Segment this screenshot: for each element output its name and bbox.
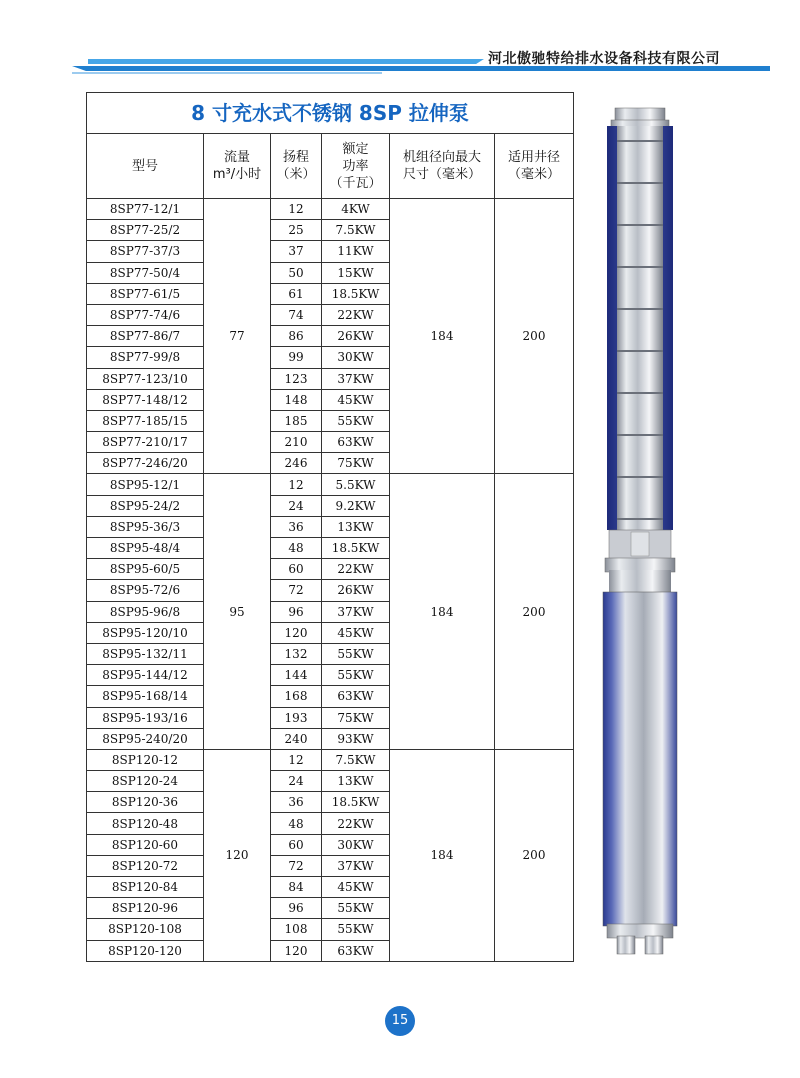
- table-body: [87, 199, 574, 962]
- cell-model: 8SP77-99/8: [87, 347, 204, 368]
- col-flow: 流量 m³/小时: [204, 134, 271, 199]
- cell-model: 8SP77-246/20: [87, 453, 204, 474]
- cell-model: 8SP95-132/11: [87, 643, 204, 664]
- cell-head: 123: [271, 368, 322, 389]
- cell-head: 246: [271, 453, 322, 474]
- col-well: 适用井径 （毫米）: [495, 134, 574, 199]
- cell-head: 96: [271, 601, 322, 622]
- table-title: 8 寸充水式不锈钢 8SP 拉伸泵: [87, 93, 574, 134]
- cell-model: 8SP77-210/17: [87, 432, 204, 453]
- page-header: [0, 0, 800, 80]
- cell-model: 8SP120-48: [87, 813, 204, 834]
- cell-head: 72: [271, 580, 322, 601]
- table-row: [87, 749, 574, 770]
- cell-power: 37KW: [322, 855, 390, 876]
- cell-head: 50: [271, 262, 322, 283]
- cell-model: 8SP77-25/2: [87, 220, 204, 241]
- cell-head: 37: [271, 241, 322, 262]
- cell-head: 108: [271, 919, 322, 940]
- cell-power: 45KW: [322, 622, 390, 643]
- cell-head: 210: [271, 432, 322, 453]
- cell-head: 25: [271, 220, 322, 241]
- cell-model: 8SP77-86/7: [87, 326, 204, 347]
- cell-power: 55KW: [322, 643, 390, 664]
- cell-power: 63KW: [322, 686, 390, 707]
- cell-power: 26KW: [322, 326, 390, 347]
- cell-size: 184: [390, 474, 495, 749]
- cell-power: 55KW: [322, 665, 390, 686]
- col-power: 额定 功率 （千瓦）: [322, 134, 390, 199]
- cell-model: 8SP95-72/6: [87, 580, 204, 601]
- cell-power: 45KW: [322, 877, 390, 898]
- cell-power: 22KW: [322, 559, 390, 580]
- cell-model: 8SP120-72: [87, 855, 204, 876]
- cell-head: 48: [271, 813, 322, 834]
- cell-model: 8SP120-24: [87, 771, 204, 792]
- cell-head: 193: [271, 707, 322, 728]
- cell-model: 8SP95-193/16: [87, 707, 204, 728]
- header-stripe-light: [88, 59, 484, 64]
- cell-power: 4KW: [322, 199, 390, 220]
- cell-size: 184: [390, 749, 495, 961]
- col-model: 型号: [87, 134, 204, 199]
- cell-model: 8SP95-168/14: [87, 686, 204, 707]
- cell-model: 8SP95-96/8: [87, 601, 204, 622]
- cell-head: 36: [271, 516, 322, 537]
- cell-model: 8SP120-36: [87, 792, 204, 813]
- cell-power: 63KW: [322, 432, 390, 453]
- cell-model: 8SP95-24/2: [87, 495, 204, 516]
- cell-head: 120: [271, 622, 322, 643]
- cell-head: 99: [271, 347, 322, 368]
- cell-head: 168: [271, 686, 322, 707]
- cell-model: 8SP77-37/3: [87, 241, 204, 262]
- cell-head: 144: [271, 665, 322, 686]
- cell-head: 84: [271, 877, 322, 898]
- page-number: 15: [385, 1006, 415, 1036]
- cell-head: 96: [271, 898, 322, 919]
- cell-model: 8SP77-148/12: [87, 389, 204, 410]
- cell-head: 48: [271, 538, 322, 559]
- cell-power: 22KW: [322, 304, 390, 325]
- company-name: 河北傲驰特给排水设备科技有限公司: [488, 51, 720, 67]
- cell-power: 55KW: [322, 410, 390, 431]
- cell-flow: 95: [204, 474, 271, 749]
- cell-flow: 77: [204, 199, 271, 474]
- cell-model: 8SP77-74/6: [87, 304, 204, 325]
- cell-power: 5.5KW: [322, 474, 390, 495]
- cell-power: 55KW: [322, 919, 390, 940]
- cell-head: 132: [271, 643, 322, 664]
- header-stripe-thin: [72, 72, 382, 74]
- cell-model: 8SP95-120/10: [87, 622, 204, 643]
- cell-head: 60: [271, 834, 322, 855]
- cell-head: 86: [271, 326, 322, 347]
- cell-model: 8SP95-48/4: [87, 538, 204, 559]
- cell-power: 22KW: [322, 813, 390, 834]
- cell-power: 75KW: [322, 453, 390, 474]
- cell-model: 8SP120-108: [87, 919, 204, 940]
- cell-model: 8SP77-123/10: [87, 368, 204, 389]
- cell-model: 8SP95-12/1: [87, 474, 204, 495]
- cell-model: 8SP120-120: [87, 940, 204, 961]
- cell-model: 8SP95-240/20: [87, 728, 204, 749]
- col-head: 扬程 （米）: [271, 134, 322, 199]
- cell-head: 24: [271, 495, 322, 516]
- cell-model: 8SP95-60/5: [87, 559, 204, 580]
- cell-power: 13KW: [322, 516, 390, 537]
- cell-head: 72: [271, 855, 322, 876]
- cell-power: 30KW: [322, 834, 390, 855]
- cell-head: 36: [271, 792, 322, 813]
- cell-head: 120: [271, 940, 322, 961]
- cell-head: 240: [271, 728, 322, 749]
- cell-power: 55KW: [322, 898, 390, 919]
- cell-power: 18.5KW: [322, 538, 390, 559]
- cell-power: 15KW: [322, 262, 390, 283]
- cell-power: 63KW: [322, 940, 390, 961]
- cell-power: 45KW: [322, 389, 390, 410]
- cell-model: 8SP120-96: [87, 898, 204, 919]
- pump-image: [595, 100, 685, 960]
- cell-head: 74: [271, 304, 322, 325]
- cell-head: 24: [271, 771, 322, 792]
- cell-model: 8SP95-144/12: [87, 665, 204, 686]
- cell-power: 11KW: [322, 241, 390, 262]
- cell-power: 7.5KW: [322, 749, 390, 770]
- header-row: [87, 134, 574, 199]
- cell-model: 8SP77-185/15: [87, 410, 204, 431]
- cell-flow: 120: [204, 749, 271, 961]
- cell-model: 8SP120-84: [87, 877, 204, 898]
- col-size: 机组径向最大 尺寸（毫米）: [390, 134, 495, 199]
- cell-head: 12: [271, 199, 322, 220]
- cell-model: 8SP77-50/4: [87, 262, 204, 283]
- cell-well: 200: [495, 749, 574, 961]
- cell-head: 12: [271, 749, 322, 770]
- cell-power: 30KW: [322, 347, 390, 368]
- cell-model: 8SP77-12/1: [87, 199, 204, 220]
- cell-model: 8SP120-60: [87, 834, 204, 855]
- cell-power: 93KW: [322, 728, 390, 749]
- cell-head: 61: [271, 283, 322, 304]
- cell-power: 37KW: [322, 368, 390, 389]
- cell-power: 75KW: [322, 707, 390, 728]
- cell-power: 18.5KW: [322, 283, 390, 304]
- cell-power: 9.2KW: [322, 495, 390, 516]
- cell-power: 7.5KW: [322, 220, 390, 241]
- cell-well: 200: [495, 474, 574, 749]
- table-row: [87, 199, 574, 220]
- cell-power: 37KW: [322, 601, 390, 622]
- table-row: [87, 474, 574, 495]
- cell-head: 12: [271, 474, 322, 495]
- spec-table: [86, 92, 574, 962]
- cell-head: 148: [271, 389, 322, 410]
- cell-head: 60: [271, 559, 322, 580]
- cell-size: 184: [390, 199, 495, 474]
- cell-well: 200: [495, 199, 574, 474]
- cell-head: 185: [271, 410, 322, 431]
- cell-model: 8SP77-61/5: [87, 283, 204, 304]
- cell-power: 26KW: [322, 580, 390, 601]
- cell-model: 8SP120-12: [87, 749, 204, 770]
- cell-power: 18.5KW: [322, 792, 390, 813]
- cell-model: 8SP95-36/3: [87, 516, 204, 537]
- cell-power: 13KW: [322, 771, 390, 792]
